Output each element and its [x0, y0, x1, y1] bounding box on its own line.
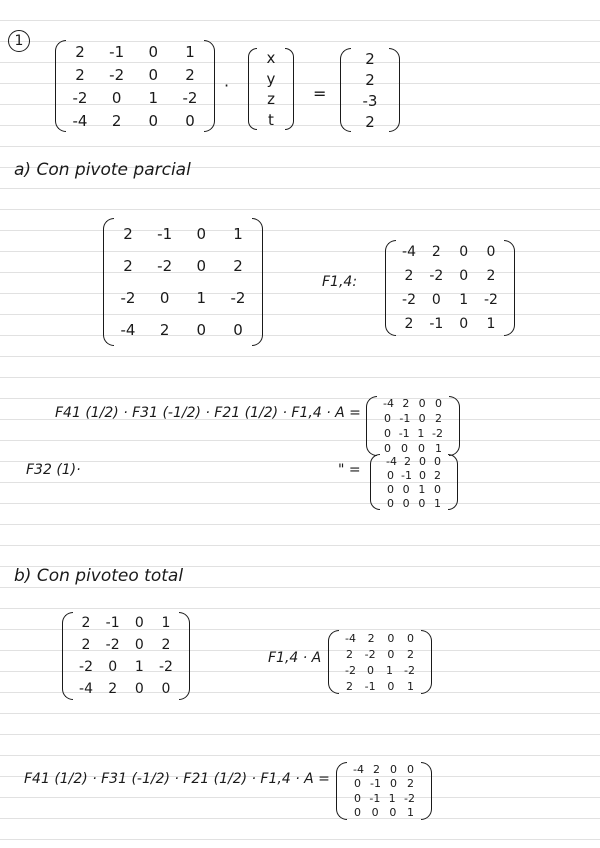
- part-a-f32-result-matrix: [370, 454, 458, 510]
- right-parenthesis: [285, 48, 294, 130]
- problem-number: 1: [14, 33, 24, 49]
- matrix-row: [402, 316, 498, 332]
- matrix-cell: 2: [406, 777, 414, 791]
- matrix-row: [383, 412, 443, 425]
- matrix-cell: 0: [433, 454, 441, 468]
- vector-row: [357, 71, 383, 89]
- matrix-cell: -2: [345, 663, 356, 677]
- matrix-cell: 0: [134, 637, 144, 653]
- matrix-cell: 0: [401, 442, 408, 455]
- matrix-row: [386, 497, 442, 510]
- matrix-cell: -1: [401, 468, 412, 482]
- matrix-row: [386, 469, 442, 482]
- matrix-row: [345, 680, 415, 693]
- matrix-cell: 1: [406, 679, 414, 693]
- left-parenthesis: [248, 48, 257, 130]
- matrix-row: [120, 289, 246, 307]
- matrix-cell: 0: [148, 42, 159, 61]
- matrix-cell: 2: [75, 42, 85, 61]
- matrix-cell: 1: [459, 292, 469, 308]
- matrix-cell: -1: [109, 42, 125, 61]
- dot-operator: ·: [224, 76, 230, 95]
- matrix-cell: -1: [399, 412, 411, 425]
- matrix-cell: -2: [402, 292, 416, 308]
- left-parenthesis: [336, 762, 347, 820]
- matrix-cell: 2: [346, 679, 353, 693]
- matrix-row: [72, 89, 198, 107]
- matrix-row: [402, 244, 498, 260]
- vector-row: [263, 49, 279, 67]
- matrix-cell: 0: [389, 762, 397, 776]
- matrix-cell: 0: [387, 468, 395, 482]
- matrix-cell: -1: [369, 791, 381, 805]
- matrix-cell: -2: [158, 659, 173, 675]
- matrix-cell: 0: [389, 806, 397, 820]
- matrix-cell: 2: [233, 257, 243, 275]
- matrix-row: [402, 268, 498, 284]
- vector-row: [263, 90, 279, 108]
- matrix-cell: 0: [406, 762, 414, 776]
- part-b-swap-matrix: [328, 630, 432, 694]
- rhs-vector: [340, 48, 400, 132]
- matrix-cell: -2: [404, 663, 415, 677]
- matrix-cell: 0: [134, 615, 144, 631]
- problem-number-circle: [8, 30, 30, 52]
- matrix-cell: -4: [120, 321, 136, 339]
- part-b-elimination-expression: F41 (1/2) · F31 (-1/2) · F21 (1/2) · F1,4 · A =: [24, 771, 330, 787]
- matrix-cell: 0: [354, 791, 361, 805]
- matrix-cell: 0: [159, 289, 170, 307]
- matrix-cell: 0: [354, 806, 361, 820]
- matrix-cell: 0: [406, 631, 414, 645]
- matrix-row: [383, 397, 443, 410]
- matrix-cell: 0: [387, 647, 395, 661]
- part-b-swap-label: F1,4 · A: [268, 650, 322, 666]
- matrix-cell: 0: [161, 681, 171, 697]
- right-parenthesis: [449, 396, 460, 456]
- matrix-cell: 2: [108, 681, 118, 697]
- matrix-cell: -4: [79, 681, 93, 697]
- vector-entry: -3: [362, 91, 378, 110]
- matrix-cell: 0: [387, 482, 395, 496]
- matrix-cell: 0: [402, 482, 410, 496]
- matrix-cell: -1: [364, 679, 376, 693]
- left-parenthesis: [370, 454, 380, 510]
- vector-entry: 2: [365, 112, 375, 131]
- vector-entry: z: [267, 90, 275, 109]
- matrix-cell: -4: [386, 454, 397, 468]
- matrix-cell: 0: [148, 111, 159, 130]
- matrix-row: [386, 455, 442, 468]
- matrix-cell: 0: [354, 777, 361, 791]
- left-parenthesis: [340, 48, 351, 132]
- matrix-cell: 2: [161, 637, 171, 653]
- matrix-row: [353, 763, 415, 776]
- vector-row: [263, 111, 279, 129]
- matrix-cell: -4: [353, 762, 364, 776]
- matrix-cell: 0: [387, 679, 395, 693]
- matrix-row: [72, 43, 198, 61]
- matrix-cell: 2: [123, 257, 133, 275]
- matrix-cell: 0: [111, 88, 122, 107]
- matrix-cell: 2: [402, 397, 410, 410]
- matrix-cell: 2: [81, 637, 91, 653]
- part-a-elimination-expression: F41 (1/2) · F31 (-1/2) · F21 (1/2) · F1,4 · A =: [55, 405, 361, 421]
- part-a-swap-label: F1,4:: [322, 274, 358, 290]
- matrix-cell: 0: [433, 482, 441, 496]
- matrix-cell: 2: [404, 268, 414, 284]
- matrix-cell: -4: [345, 631, 356, 645]
- matrix-cell: 0: [435, 397, 442, 410]
- matrix-cell: -1: [429, 316, 444, 332]
- left-parenthesis: [55, 40, 66, 132]
- matrix-cell: 0: [134, 681, 144, 697]
- matrix-cell: -4: [383, 397, 394, 410]
- vector-row: [357, 50, 383, 68]
- matrix-row: [120, 321, 246, 339]
- matrix-cell: 0: [486, 244, 496, 260]
- vector-row: [357, 92, 383, 110]
- matrix-cell: 2: [111, 111, 122, 130]
- matrix-row: [79, 681, 173, 697]
- matrix-cell: 0: [384, 427, 391, 440]
- matrix-cell: 1: [388, 791, 396, 805]
- matrix-cell: -1: [370, 777, 381, 791]
- matrix-cell: -2: [484, 292, 498, 308]
- matrix-cell: 0: [459, 268, 469, 284]
- matrix-cell: 2: [185, 65, 195, 84]
- matrix-cell: 1: [196, 289, 207, 307]
- matrix-cell: 0: [387, 631, 395, 645]
- variable-vector: [248, 48, 294, 130]
- part-a-result-matrix: [366, 396, 460, 456]
- matrix-row: [386, 483, 442, 496]
- vector-row: [357, 113, 383, 131]
- matrix-cell: 1: [386, 663, 393, 677]
- matrix-row: [120, 225, 246, 243]
- matrix-cell: 2: [404, 316, 414, 332]
- matrix-cell: 0: [196, 257, 207, 275]
- matrix-cell: 2: [435, 412, 442, 425]
- matrix-cell: 0: [418, 442, 425, 455]
- matrix-cell: 0: [371, 806, 379, 820]
- matrix-cell: 0: [418, 397, 426, 410]
- matrix-cell: -4: [72, 111, 88, 130]
- part-b-matrix: [62, 612, 190, 700]
- matrix-row: [353, 792, 415, 805]
- matrix-cell: 0: [402, 496, 410, 510]
- part-a-matrix: [103, 218, 263, 346]
- matrix-cell: 2: [346, 647, 353, 661]
- matrix-row: [72, 112, 198, 130]
- matrix-cell: 1: [406, 806, 414, 820]
- matrix-row: [79, 615, 173, 631]
- matrix-row: [353, 777, 415, 790]
- vector-row: [263, 70, 279, 88]
- right-parenthesis: [421, 630, 432, 694]
- matrix-cell: -1: [105, 615, 120, 631]
- left-parenthesis: [366, 396, 377, 456]
- matrix-cell: 2: [486, 268, 496, 284]
- vector-entry: 2: [365, 70, 375, 89]
- matrix-cell: 2: [123, 225, 133, 243]
- matrix-cell: 0: [459, 316, 469, 332]
- matrix-row: [79, 637, 173, 653]
- matrix-cell: 0: [387, 496, 395, 510]
- matrix-cell: 0: [384, 412, 391, 425]
- right-parenthesis: [389, 48, 400, 132]
- matrix-cell: 0: [366, 663, 374, 677]
- matrix-cell: 1: [233, 225, 243, 243]
- matrix-cell: 1: [185, 42, 195, 61]
- matrix-cell: 2: [372, 762, 380, 776]
- matrix-cell: 2: [403, 454, 411, 468]
- matrix-row: [345, 648, 415, 661]
- left-parenthesis: [328, 630, 339, 694]
- matrix-cell: -2: [182, 88, 198, 107]
- part-b-result-matrix: [336, 762, 432, 820]
- matrix-cell: 0: [431, 292, 441, 308]
- left-parenthesis: [103, 218, 114, 346]
- matrix-cell: -4: [402, 244, 416, 260]
- matrix-row: [345, 664, 415, 677]
- vector-entry: 2: [365, 49, 375, 68]
- matrix-cell: 2: [431, 244, 441, 260]
- matrix-cell: 0: [196, 225, 207, 243]
- matrix-cell: -2: [109, 65, 125, 84]
- matrix-row: [345, 632, 415, 645]
- matrix-cell: 0: [233, 321, 243, 339]
- matrix-cell: -1: [157, 225, 173, 243]
- matrix-cell: -2: [429, 268, 444, 284]
- part-a-heading: a) Con pivote parcial: [14, 160, 191, 180]
- vector-entry: y: [266, 69, 276, 88]
- part-b-heading: b) Con pivoteo total: [14, 566, 184, 586]
- matrix-cell: 0: [418, 412, 426, 425]
- matrix-cell: -2: [364, 647, 376, 661]
- matrix-cell: 0: [108, 659, 118, 675]
- matrix-cell: 0: [196, 321, 207, 339]
- matrix-cell: 2: [75, 65, 85, 84]
- matrix-cell: 0: [389, 777, 397, 791]
- right-parenthesis: [252, 218, 263, 346]
- matrix-cell: 0: [418, 468, 426, 482]
- matrix-cell: 1: [486, 316, 496, 332]
- matrix-cell: -2: [79, 659, 93, 675]
- matrix-cell: -2: [105, 637, 120, 653]
- matrix-cell: 2: [433, 468, 441, 482]
- left-parenthesis: [62, 612, 73, 700]
- matrix-row: [72, 66, 198, 84]
- matrix-cell: 2: [367, 631, 375, 645]
- equals-sign: =: [313, 84, 327, 103]
- matrix-cell: -2: [404, 791, 415, 805]
- part-a-swap-matrix: [385, 240, 515, 336]
- system-matrix-a: [55, 40, 215, 132]
- matrix-cell: 0: [384, 442, 391, 455]
- matrix-cell: 1: [435, 442, 442, 455]
- right-parenthesis: [448, 454, 458, 510]
- matrix-cell: -2: [72, 88, 88, 107]
- part-a-f32-label: F32 (1)·: [26, 462, 81, 478]
- right-parenthesis: [204, 40, 215, 132]
- matrix-cell: 1: [417, 427, 425, 440]
- right-parenthesis: [504, 240, 515, 336]
- matrix-cell: 2: [81, 615, 91, 631]
- matrix-cell: -2: [230, 289, 246, 307]
- right-parenthesis: [179, 612, 190, 700]
- matrix-cell: 1: [433, 496, 441, 510]
- matrix-cell: -2: [120, 289, 136, 307]
- matrix-cell: 2: [159, 321, 170, 339]
- matrix-cell: 1: [418, 482, 426, 496]
- matrix-cell: 1: [148, 88, 159, 107]
- matrix-cell: 0: [459, 244, 469, 260]
- matrix-row: [383, 427, 443, 440]
- matrix-row: [353, 806, 415, 819]
- matrix-cell: 2: [406, 647, 414, 661]
- part-a-ditto-equals: " =: [338, 462, 361, 478]
- matrix-cell: 1: [134, 659, 144, 675]
- matrix-cell: -1: [398, 427, 410, 440]
- matrix-cell: -2: [432, 427, 443, 440]
- vector-entry: x: [266, 49, 276, 68]
- left-parenthesis: [385, 240, 396, 336]
- matrix-cell: 0: [185, 111, 195, 130]
- matrix-cell: 0: [418, 496, 426, 510]
- right-parenthesis: [421, 762, 432, 820]
- matrix-cell: 1: [161, 615, 171, 631]
- matrix-row: [402, 292, 498, 308]
- vector-entry: t: [268, 110, 274, 129]
- matrix-row: [120, 257, 246, 275]
- matrix-cell: -2: [157, 257, 173, 275]
- matrix-row: [79, 659, 173, 675]
- matrix-cell: 0: [148, 65, 159, 84]
- matrix-cell: 0: [418, 454, 426, 468]
